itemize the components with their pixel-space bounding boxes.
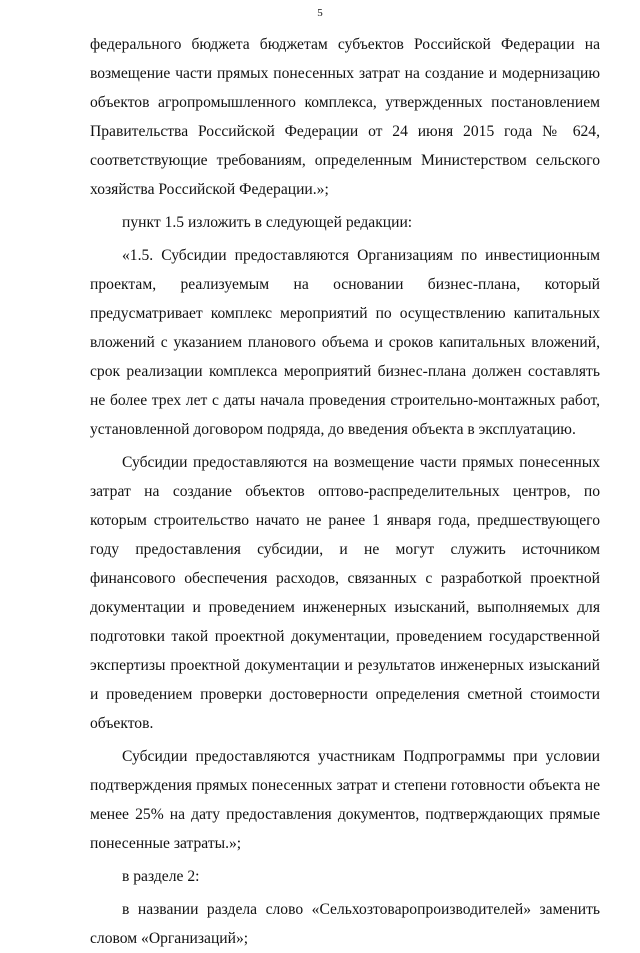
document-body xyxy=(90,30,600,953)
paragraph-item-1-5: «1.5. Субсидии предоставляются Организациям по инвестиционным проектам, реализуемым на основании бизнес-плана, который предусматривает комплекс мероприятий по осуществлению капитальных вложений с указанием планового объема и сроков капитальных вложений, срок реализации комплекса мероприятий бизнес-плана должен составлять не более трех лет с даты начала проведения строительно-монтажных работ, установленной договором подряда, до введения объекта в эксплуатацию. xyxy=(90,247,600,438)
paragraph-subsidy-condition: Субсидии предоставляются участникам Подпрограммы при условии подтверждения прямых понесенных затрат и степени готовности объекта не менее 25% на дату предоставления документов, подтверждающих прямые понесенные затраты.»; xyxy=(90,748,600,852)
paragraph-subsidy-purpose: Субсидии предоставляются на возмещение части прямых понесенных затрат на создание объектов оптово-распределительных центров, по которым строительство начато не ранее 1 января года, предшествующего году предоставления субсидии, и не могут служить источником финансового обеспечения расходов, связанных с разработкой проектной документации и проведением инженерных изысканий, выполняемых для подготовки такой проектной документации, проведением государственной экспертизы проектной документации и результатов инженерных изысканий и проведением проверки достоверности определения сметной стоимости объектов. xyxy=(90,454,600,732)
paragraph-item-1-5-intro: пункт 1.5 изложить в следующей редакции: xyxy=(122,214,413,231)
paragraph-section-title-change: в названии раздела слово «Сельхозтоваропроизводителей» заменить словом «Организаций»; xyxy=(90,901,600,947)
page-number: 5 xyxy=(317,7,323,19)
paragraph-section-2: в разделе 2: xyxy=(122,868,200,885)
paragraph-continuation: федерального бюджета бюджетам субъектов Российской Федерации на возмещение части прямых понесенных затрат на создание и модернизацию объектов агропромышленного комплекса, утвержденных постановлением Правительства Российской Федерации от 24 июня 2015 года № 624, соответствующие требованиям, определенным Министерством сельского хозяйства Российской Федерации.»; xyxy=(90,36,600,198)
